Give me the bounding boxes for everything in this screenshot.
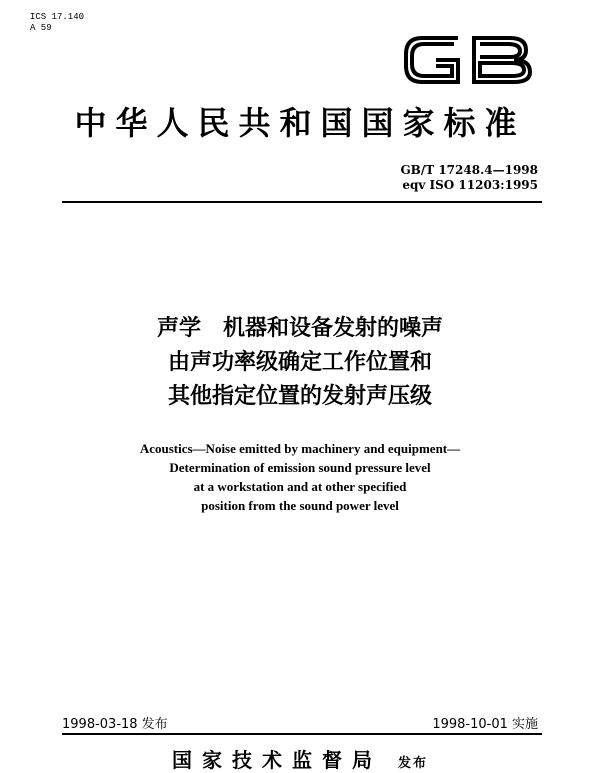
effective-date: 1998-10-01 实施 (432, 717, 538, 732)
gb-logo (398, 30, 538, 88)
issuer-name: 国家技术监督局 (171, 748, 382, 772)
issue-date: 1998-03-18 发布 (62, 717, 168, 732)
title-en-line: position from the sound power level (201, 498, 399, 513)
ccs-code: A 59 (30, 23, 52, 33)
classification-codes (30, 12, 84, 34)
issuer (0, 744, 600, 773)
issuer-suffix: 发布 (397, 756, 428, 771)
title-en (0, 439, 600, 515)
title-en-line: at a workstation and at other specified (193, 479, 407, 494)
standard-codes (400, 163, 538, 193)
title-zh-line: 声学 机器和设备发射的噪声 (156, 316, 443, 341)
title-zh-line: 由声功率级确定工作位置和 (167, 350, 432, 375)
standard-number: GB/T 17248.4—1998 (400, 163, 538, 177)
title-zh-line: 其他指定位置的发射声压级 (167, 384, 432, 409)
title-en-line: Acoustics—Noise emitted by machinery and equipment— (139, 441, 461, 456)
title-en-line: Determination of emission sound pressure level (169, 460, 431, 475)
standard-name: 中华人民共和国国家标准 (74, 104, 526, 142)
header-divider (62, 201, 542, 203)
equivalent-standard: eqv ISO 11203:1995 (402, 178, 538, 192)
title-zh (0, 312, 600, 414)
footer-divider (62, 733, 542, 735)
ics-code: ICS 17.140 (30, 12, 85, 22)
